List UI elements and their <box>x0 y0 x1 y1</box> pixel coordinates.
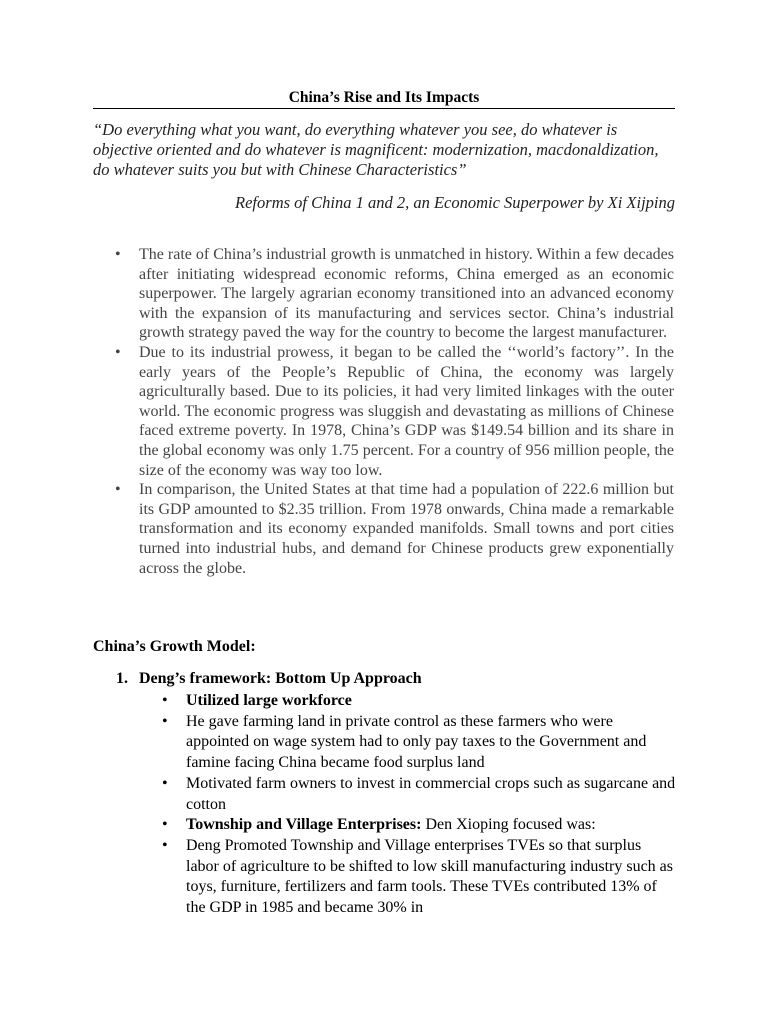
bullet-text: The rate of China’s industrial growth is unmatched in history. Within a few decades after initiating widespread economic reforms, China emerged as an economic superpower. The largely agrarian economy transitioned into an advanced economy with the expansion of its manufacturing and services sector. China’s industrial growth strategy paved the way for the country to become the largest manufacturer. <box>139 246 674 342</box>
epigraph-quote <box>93 120 675 180</box>
bullet-icon: • <box>162 836 168 854</box>
sub-bullet-text: Utilized large workforce <box>186 692 352 709</box>
bullet-icon: • <box>115 481 121 499</box>
bullet-icon: • <box>115 343 121 361</box>
list-item <box>162 774 678 815</box>
title-underline <box>93 108 675 109</box>
list-item <box>162 712 678 774</box>
bullet-icon: • <box>162 774 168 792</box>
list-item <box>162 836 678 919</box>
item-label: Deng’s framework: Bottom Up Approach <box>139 670 422 687</box>
bullet-icon: • <box>162 712 168 730</box>
sub-bullet-text: Den Xioping focused was: <box>421 816 596 834</box>
sub-bullet-text: Motivated farm owners to invest in commercial crops such as sugarcane and cotton <box>186 774 676 813</box>
document-title: China’s Rise and Its Impacts <box>288 89 480 106</box>
bullet-icon: • <box>115 246 121 263</box>
sub-bullet-bold-lead: Township and Village Enterprises: <box>186 816 422 834</box>
list-item <box>162 815 678 836</box>
bullet-text: In comparison, the United States at that time had a population of 222.6 million but its GDP amounted to $2.35 trillion. From 1978 onwards, China made a remarkable transformation and its economy expanded manifolds. Small towns and port cities turned into industrial hubs, and demand for Chinese products grew exponentially across the globe. <box>139 481 674 577</box>
sub-bullet-text: Deng Promoted Township and Village enterprises TVEs so that surplus labor of agriculture to be shifted to low skill manufacturing industry such as toys, furniture, fertilizers and farm tools. These TVEs contributed 13% of the GDP in 1985 and became 30% in <box>186 836 673 917</box>
bullet-text: Due to its industrial prowess, it began to be called the ‘‘world’s factory’’. In the early years of the People’s Republic of China, the economy was largely agriculturally based. Due to its policies, it had very limited linkages with the outer world. The economic progress was sluggish and devastating as millions of Chinese faced extreme poverty. In 1978, China’s GDP was $149.54 billion and its share in the global economy was only 1.75 percent. For a country of 956 million people, the size of the economy was way too low. <box>139 343 674 479</box>
quote-text: “Do everything what you want, do everything whatever you see, do whatever is objective oriented and do whatever is magnificent: modernization, macdonaldization, do whatever suits you but with Chinese Characteristics” <box>93 120 659 179</box>
list-item <box>115 343 674 480</box>
quote-attribution: Reforms of China 1 and 2, an Economic Superpower by Xi Xijping <box>235 193 675 212</box>
list-item <box>162 691 678 712</box>
intro-bullet-list <box>115 245 674 578</box>
list-item <box>115 245 674 343</box>
item-number: 1. <box>116 670 128 687</box>
bullet-icon: • <box>162 692 168 709</box>
bullet-icon: • <box>162 816 168 834</box>
sub-bullet-list <box>162 691 678 919</box>
numbered-heading <box>116 669 422 689</box>
list-item <box>115 480 674 578</box>
sub-bullet-text: He gave farming land in private control as these farmers who were appointed on wage system had to only pay taxes to the Government and famine facing China became food surplus land <box>186 712 647 772</box>
section-heading: China’s Growth Model: <box>93 638 256 655</box>
